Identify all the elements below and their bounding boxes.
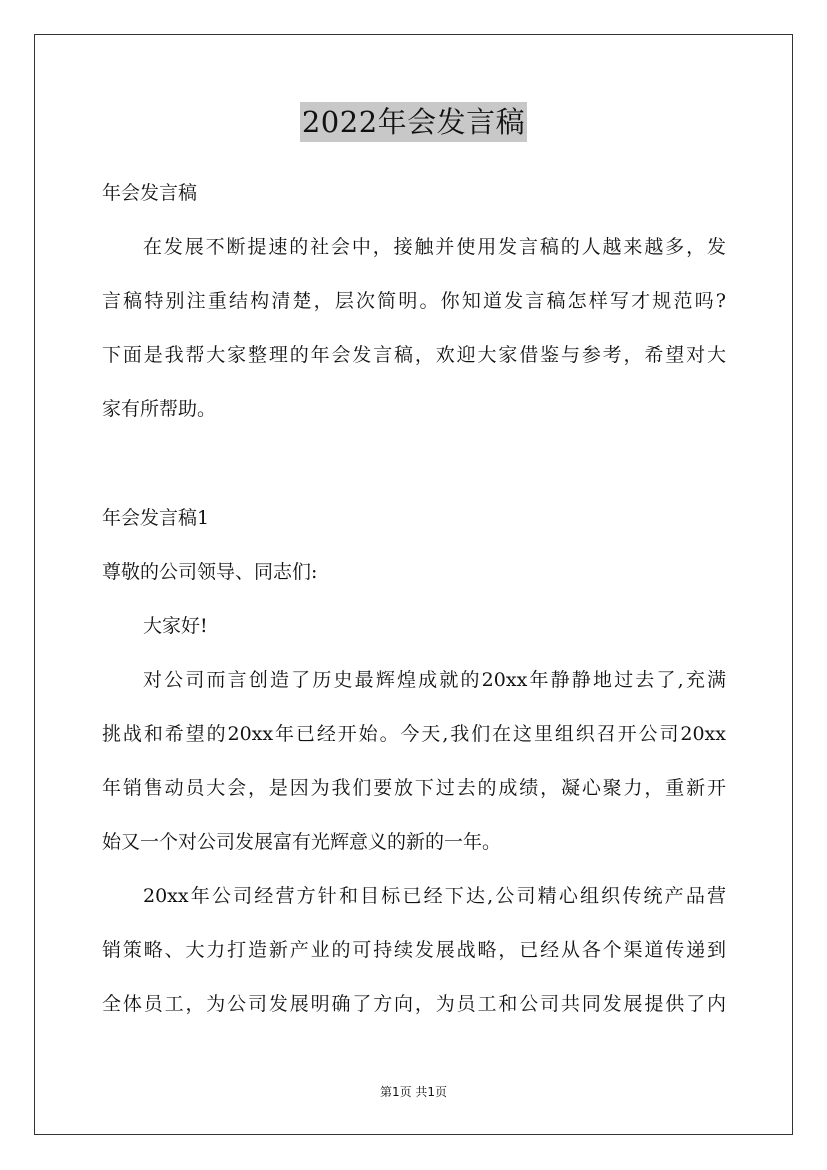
paragraph1-line-1: 对公司而言创造了历史最辉煌成就的20xx年静静地过去了,充满 [143, 669, 726, 691]
paragraph1-line-2: 挑战和希望的20xx年已经开始。今天,我们在这里组织召开公司20xx [102, 723, 726, 745]
intro-line-1: 在发展不断提速的社会中，接触并使用发言稿的人越来越多，发 [143, 236, 726, 258]
section-heading: 年会发言稿1 [102, 507, 210, 529]
intro-line-4: 家有所帮助。 [102, 398, 217, 420]
subtitle-block [102, 166, 726, 220]
page-footer [0, 1083, 827, 1100]
greeting: 大家好! [143, 615, 208, 637]
document-title: 2022年会发言稿 [300, 102, 527, 142]
page-number: 第1页 共1页 [379, 1085, 448, 1099]
paragraph1-line-4: 始又一个对公司发展富有光辉意义的新的一年。 [102, 831, 502, 853]
section-block [102, 491, 726, 653]
paragraph2-line-3: 全体员工，为公司发展明确了方向，为员工和公司共同发展提供了内 [102, 993, 726, 1015]
intro-line-2: 言稿特别注重结构清楚，层次简明。你知道发言稿怎样写才规范吗? [102, 290, 726, 312]
paragraph-1 [102, 653, 726, 869]
paragraph2-line-2: 销策略、大力打造新产业的可持续发展战略，已经从各个渠道传递到 [102, 939, 726, 961]
paragraph-2 [102, 869, 726, 1031]
title-container [0, 102, 827, 142]
intro-paragraph [102, 220, 726, 436]
salutation: 尊敬的公司领导、同志们: [102, 561, 318, 583]
paragraph2-line-1: 20xx年公司经营方针和目标已经下达,公司精心组织传统产品营 [143, 885, 726, 907]
intro-line-3: 下面是我帮大家整理的年会发言稿，欢迎大家借鉴与参考，希望对大 [102, 344, 726, 366]
document-subtitle: 年会发言稿 [102, 182, 198, 204]
paragraph1-line-3: 年销售动员大会，是因为我们要放下过去的成绩，凝心聚力，重新开 [102, 777, 726, 799]
